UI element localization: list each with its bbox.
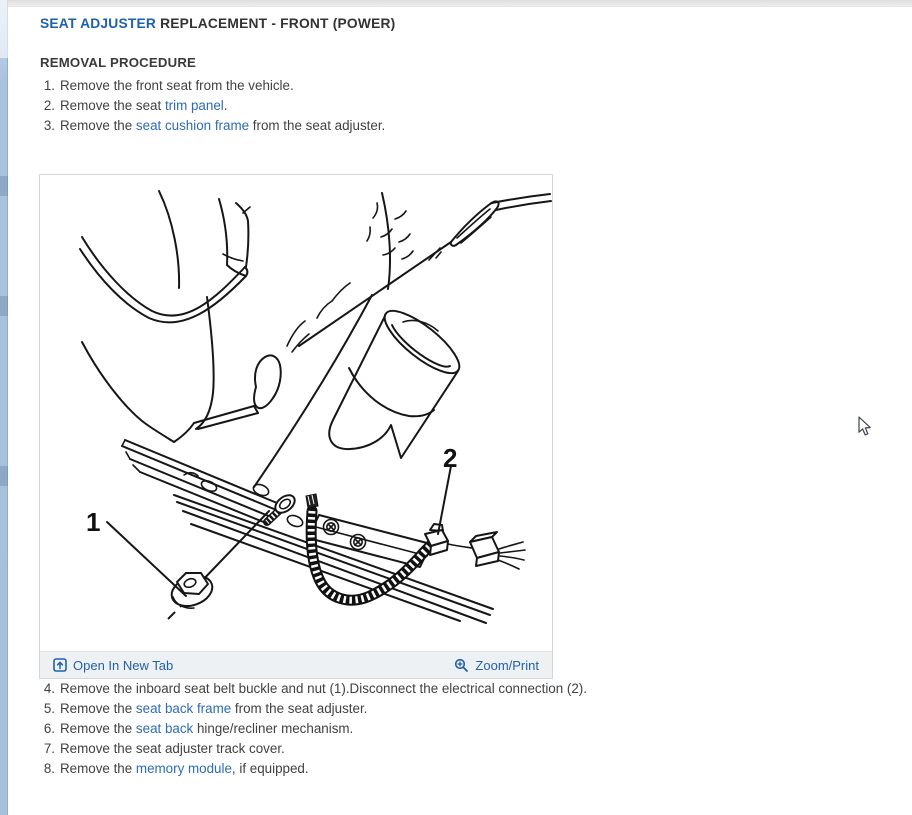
step-inline-link[interactable]: seat cushion frame — [135, 118, 250, 133]
removal-steps-4-8 — [40, 679, 904, 779]
step-text: from the seat adjuster. — [249, 118, 386, 133]
zoom-print-link[interactable] — [454, 658, 539, 673]
step-number: 6. — [43, 721, 55, 736]
procedure-step — [40, 76, 904, 96]
step-number: 8. — [43, 761, 55, 776]
figure-toolbar — [40, 651, 552, 678]
step-inline-link[interactable]: trim panel — [164, 98, 224, 113]
step-number: 5. — [43, 701, 55, 716]
step-text: from the seat adjuster. — [231, 701, 368, 716]
procedure-step — [40, 719, 904, 739]
article-content — [40, 6, 904, 779]
left-strip-mark — [0, 466, 8, 486]
page-title-highlight: SEAT ADJUSTER — [40, 16, 157, 31]
step-text: Remove the — [60, 721, 136, 736]
figure-callout-1: 1 — [86, 507, 101, 537]
procedure-step — [40, 739, 904, 759]
procedure-step — [40, 96, 904, 116]
page-title-rest: REPLACEMENT - FRONT (POWER) — [156, 16, 396, 31]
step-text: Remove the inboard seat belt buckle and nut (1).Disconnect the electrical connection (2). — [60, 681, 587, 696]
zoom-magnifier-icon — [454, 658, 469, 673]
figure-callout-2: 2 — [443, 443, 458, 473]
step-text: Remove the — [60, 118, 136, 133]
figure-box — [39, 174, 553, 679]
procedure-step — [40, 699, 904, 719]
left-scroll-strip[interactable] — [0, 0, 8, 815]
open-in-new-tab-label: Open In New Tab — [73, 657, 174, 673]
zoom-print-label: Zoom/Print — [475, 657, 539, 673]
seat-adjuster-diagram — [40, 175, 552, 651]
procedure-step — [40, 679, 904, 699]
step-text: . — [223, 98, 228, 113]
step-text: Remove the seat adjuster track cover. — [60, 741, 285, 756]
step-text: Remove the front seat from the vehicle. — [60, 78, 294, 93]
step-number: 3. — [43, 118, 55, 133]
left-strip-mark — [0, 176, 8, 196]
procedure-step — [40, 116, 904, 136]
left-strip-fade — [0, 0, 8, 58]
step-number: 4. — [43, 681, 55, 696]
open-in-new-tab-link[interactable] — [53, 658, 173, 673]
step-text: hinge/recliner mechanism. — [193, 721, 354, 736]
step-text: , if equipped. — [231, 761, 309, 776]
step-inline-link[interactable]: memory module — [135, 761, 232, 776]
page-title — [40, 16, 904, 31]
open-in-new-tab-icon — [53, 658, 67, 672]
step-inline-link[interactable]: seat back — [135, 721, 194, 736]
step-text: Remove the seat — [60, 98, 165, 113]
step-text: Remove the — [60, 761, 136, 776]
step-number: 1. — [43, 78, 55, 93]
step-number: 2. — [43, 98, 55, 113]
removal-steps-1-3 — [40, 76, 904, 136]
procedure-step — [40, 759, 904, 779]
left-strip-mark — [0, 296, 8, 316]
step-text: Remove the — [60, 701, 136, 716]
section-heading: REMOVAL PROCEDURE — [40, 55, 197, 70]
step-number: 7. — [43, 741, 55, 756]
step-inline-link[interactable]: seat back frame — [135, 701, 232, 716]
